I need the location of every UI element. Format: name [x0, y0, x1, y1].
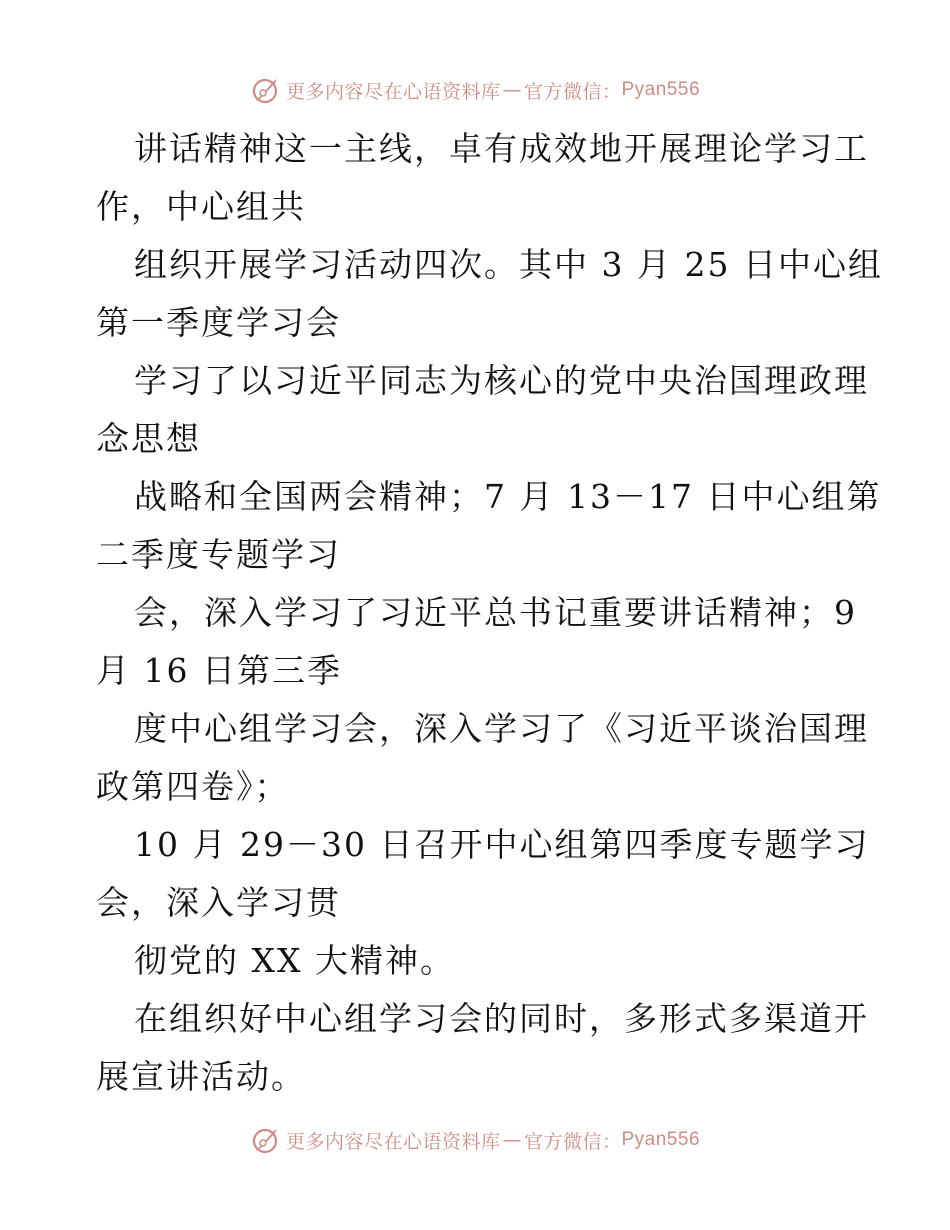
banner-wechat-label: 官方微信： — [523, 80, 622, 103]
body-line: 念思想 — [96, 419, 201, 458]
banner-brand-text: 更多内容尽在心语资料库 — [285, 1130, 501, 1153]
banner-brand-text: 更多内容尽在心语资料库 — [285, 80, 501, 103]
body-line: 彻党的 XX 大精神。 — [134, 941, 455, 980]
banner-account: Pyan556 — [621, 79, 701, 100]
banner-separator: — — [502, 79, 522, 101]
body-line: 学习了以习近平同志为核心的党中央治国理政理 — [134, 361, 869, 400]
body-line: 度中心组学习会，深入学习了《习近平谈治国理 — [134, 709, 869, 748]
body-line: 月 16 日第三季 — [96, 651, 342, 690]
body-line: 二季度专题学习 — [96, 535, 341, 574]
body-line: 讲话精神这一主线，卓有成效地开展理论学习工 — [134, 129, 869, 168]
body-line: 在组织好中心组学习会的同时，多形式多渠道开 — [134, 999, 869, 1038]
body-line: 第一季度学习会 — [96, 303, 341, 342]
body-line: 会，深入学习贯 — [96, 883, 341, 922]
body-line: 展宣讲活动。 — [96, 1057, 306, 1096]
body-line: 会，深入学习了习近平总书记重要讲话精神；9 — [134, 593, 857, 632]
body-line: 作，中心组共 — [96, 187, 306, 226]
document-body — [96, 120, 883, 1106]
banner-account: Pyan556 — [621, 1129, 701, 1150]
banner-separator: — — [502, 1129, 522, 1151]
body-line: 政第四卷》； — [96, 767, 290, 806]
banner-wechat-label: 官方微信： — [523, 1130, 622, 1153]
body-line: 组织开展学习活动四次。其中 3 月 25 日中心组 — [134, 245, 883, 284]
feather-pen-icon — [250, 1125, 280, 1155]
footer-banner — [0, 1120, 950, 1160]
header-banner — [0, 70, 950, 110]
feather-pen-icon — [250, 75, 280, 105]
body-line: 10 月 29－30 日召开中心组第四季度专题学习 — [134, 825, 870, 864]
body-line: 战略和全国两会精神；7 月 13－17 日中心组第 — [134, 477, 882, 516]
